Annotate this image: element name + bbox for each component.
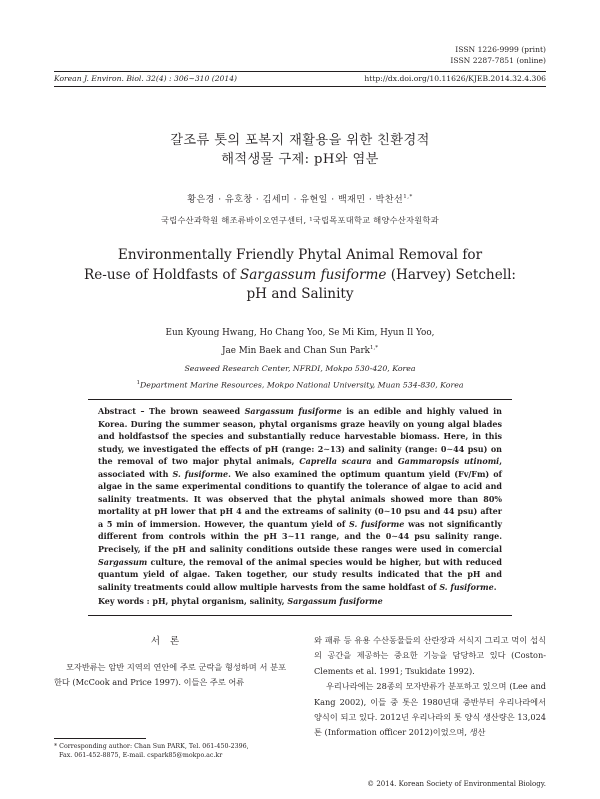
body-right-column — [314, 633, 546, 741]
abstract-rule-top — [88, 399, 512, 400]
abstract — [98, 405, 502, 593]
footnote-rule — [54, 738, 146, 739]
english-title-line1: Environmentally Friendly Phytal Animal Removal for — [117, 247, 483, 263]
title-pre: Re-use of Holdfasts of — [83, 266, 240, 283]
footnote — [54, 742, 294, 760]
keywords-species: Sargassum fusiforme — [287, 596, 383, 606]
abstract-species: S. fusiforme — [439, 581, 494, 592]
korean-affiliation: 국립수산과학원 해조류바이오연구센터, ¹국립목포대학교 해양수산자원학과 — [161, 215, 439, 225]
korean-author-names: 황은경 · 유호창 · 김세미 · 유현일 · 백재민 · 박찬선 — [187, 195, 404, 205]
korean-author-mark: 1,* — [403, 194, 413, 200]
body-left-paragraph: 모자반류는 암반 지역의 연안에 주로 군락을 형성하며 서 분포한다 (McCook and Price 1997). 이들은 주로 어류 — [54, 662, 286, 688]
abstract-species: S. fusiforme — [349, 518, 405, 529]
keywords — [98, 596, 502, 606]
english-author-mark: 1,* — [370, 345, 378, 351]
abstract-text: was not significantly different from controls within the pH 3∼11 range, and the 0∼44 psu salinity range. Precisely, if the pH and salinity conditions outside these ranges were used in comercial — [98, 518, 503, 555]
abstract-species: Caprella scaura — [299, 456, 372, 467]
english-authors — [0, 326, 600, 359]
footnote-line1: * Corresponding author: Chan Sun PARK, Tel. 061-450-2396, — [54, 743, 249, 750]
korean-title-line2: 해적생물 구제: pH와 염분 — [221, 152, 379, 167]
korean-title — [0, 131, 600, 169]
title-post: (Harvey) Setchell: — [386, 266, 517, 283]
doi-link[interactable]: http://dx.doi.org/10.11626/KJEB.2014.32.4.306 — [364, 74, 546, 83]
header-rule-bottom — [54, 86, 546, 87]
issn-print: ISSN 1226-9999 (print) — [455, 45, 546, 54]
abstract-text: . — [493, 581, 497, 592]
journal-header — [54, 73, 546, 85]
body-right-paragraph-1: 와 패류 등 유용 수산동물들의 산란장과 서식지 그리고 먹이 섭식의 공간을 제공하는 중요한 기능을 담당하고 있다 (Coston-Clements et al. 1991; Tsukidate 1992). — [314, 635, 546, 676]
english-affil-2 — [0, 376, 600, 393]
title-species: Sargassum fusiforme — [239, 266, 387, 283]
keywords-text: pH, phytal organism, salinity, — [152, 596, 288, 606]
affil-2-mark: 1 — [136, 380, 141, 386]
keywords-label: Key words : — [98, 596, 153, 606]
section-title: 서론 — [150, 636, 190, 647]
english-authors-line1: Eun Kyoung Hwang, Ho Chang Yoo, Se Mi Kim, Hyun Il Yoo, — [165, 328, 435, 338]
english-authors-names: Jae Min Baek and Chan Sun Park — [222, 345, 370, 356]
korean-title-line1: 갈조류 톳의 포복지 재활용을 위한 친환경적 — [170, 133, 430, 148]
english-affil-1: Seaweed Research Center, NFRDI, Mokpo 530-420, Korea — [184, 364, 416, 373]
journal-citation: Korean J. Environ. Biol. 32(4) : 306~310 (2014) — [54, 74, 238, 83]
english-title — [0, 246, 600, 305]
abstract-text: culture, the removal of the animal species would be higher, but with reduced quantum yield of algae. Taken together, our study results indicated that the pH and salinity treatments could allow multiple harvests from the same holdfast of — [98, 556, 502, 592]
abstract-species: Sargassum — [98, 556, 148, 567]
abstract-text: is an edible and highly valued in Korea. During the summer season, phytal organisms graze heavily on young algal blades and holdfastsof the species and substantially reduce harvestable biomass. Here, in this study, we investigated the effects of pH (range: 2∼13) and salinity (range: 0∼44 psu) on the removal of two major phytal animals, — [98, 406, 502, 467]
abstract-text: , associated with — [98, 456, 503, 479]
abstract-species: Sargassum fusiforme — [244, 406, 342, 416]
abstract-text: . We also examined the optimum quantum yield (Fv/Fm) of algae in the same experimental conditions to quantify the tolerance of algae to acid and salinity treatments. It was observed that the phytal animals showed more than 80% mortality at pH lower that pH 4 and the extreams of salinity (0∼10 psu and 44 psu) after a 5 min of immersion. However, the quantum yield of — [98, 468, 502, 529]
abstract-species: S. fusiforme — [172, 468, 229, 479]
korean-authors — [0, 192, 600, 205]
english-title-line2 — [0, 266, 600, 286]
header-rule-top — [54, 71, 546, 72]
footnote-line2: Fax. 061-452-8875, E-mail. cspark85@mokpo.ac.kr — [59, 752, 223, 759]
abstract-text: and — [371, 456, 398, 467]
abstract-species: Gammaropsis utinomi — [397, 456, 500, 467]
english-title-line3: pH and Salinity — [246, 286, 354, 302]
english-authors-line2 — [0, 341, 600, 359]
issn-block — [450, 44, 546, 66]
affil-2-text: Department Marine Resources, Mokpo National University, Muan 534-830, Korea — [140, 380, 464, 390]
issn-online: ISSN 2287-7851 (online) — [450, 56, 546, 65]
abstract-rule-bottom — [88, 615, 512, 616]
copyright: © 2014. Korean Society of Environmental Biology. — [367, 780, 546, 788]
body-right-paragraph-2: 우리나라에는 28종의 모자반류가 분포하고 있으며 (Lee and Kang 2002), 이들 중 톳은 1980년대 중반부터 우리나라에서 양식이 되고 있다. 2012년 우리나라의 톳 양식 생산량은 13,024톤 (Information officer 2012)이었으며, 생산 — [314, 681, 546, 738]
english-affiliations — [0, 362, 600, 393]
abstract-text: Abstract – The brown seaweed — [98, 406, 245, 416]
